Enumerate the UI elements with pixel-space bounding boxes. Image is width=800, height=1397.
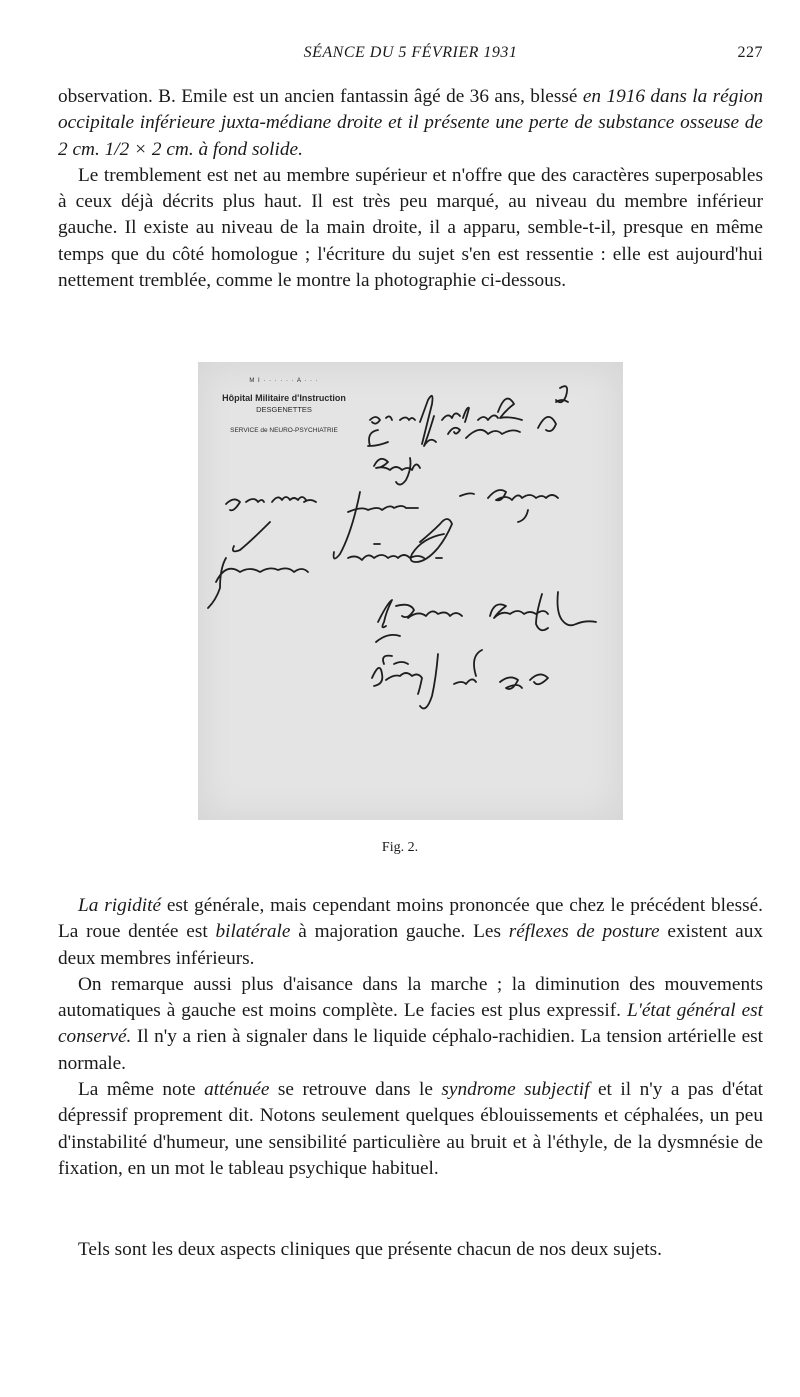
letterhead-hospital: Hôpital Militaire d'Instruction [222, 393, 346, 403]
running-head [58, 44, 763, 68]
rigidite-term: La rigidité [78, 895, 161, 916]
letterhead-hospital-name: DESGENETTES [256, 405, 312, 414]
marche-text: On remarque aussi plus d'aisance dans la marche ; la diminution des mouvements automatiques à gauche est moins complète. Le facies est plus expressif. [58, 973, 763, 1022]
syndrome-subjectif-term: syndrome subjectif [441, 1079, 590, 1101]
rigidite-text: est générale, mais cependant moins prononcée que chez le précédent blessé. La roue dentée est [58, 895, 763, 943]
letterhead-top: M I · · · · · · A · · · [249, 378, 319, 384]
paragraph-tremblement: Le tremblement est net au membre supérieur et n'offre que des caractères superposables à ceux déjà décrits plus haut. Il est très peu marqué, au niveau du membre inférieur gauche. Il existe au niveau de la main droite, il a apparu, semble-t-il, presque en même temps que du côté homologue ; l'écriture du sujet s'en est ressentie : elle est aujourd'hui nettement tremblée, comme le montre la photographie ci-dessous. [58, 164, 763, 292]
handwriting-photograph [198, 362, 623, 820]
body-text-top [58, 84, 763, 294]
handwriting-scrawl [198, 362, 623, 820]
rigidite-text-2: à majoration gauche. Les [290, 921, 509, 943]
syndrome-text: La même note [78, 1079, 205, 1101]
etat-general-term: L'état général est conservé. [58, 1000, 764, 1048]
marche-text-2: Il n'y a rien à signaler dans le liquide céphalo-rachidien. La tension artérielle est normale. [58, 1026, 763, 1074]
syndrome-text-3: et il n'y a pas d'état dépressif proprement dit. Notons seulement quelques éblouissements et céphalées, un peu d'instabilité d'humeur, une sensibilité particulière au bruit et à l'éthyle, de la dysmnésie de fixation, en un mot le tableau psychique habituel. [58, 1079, 764, 1179]
bilaterale-term: bilatérale [215, 921, 291, 943]
observation-italic: en 1916 dans la région occipitale inférieure juxta-médiane droite et il présente une perte de substance osseuse de 2 cm. 1/2 × 2 cm. à fond solide. [58, 86, 764, 160]
paragraph-observation [58, 84, 763, 163]
observation-text: observation. B. Emile est un ancien fantassin âgé de 36 ans, blessé [58, 86, 583, 107]
attenuee-term: atténuée [204, 1079, 270, 1101]
page-number: 227 [737, 44, 763, 61]
letterhead-service: SERVICE de NEURO-PSYCHIATRIE [230, 427, 338, 434]
reflexes-term: réflexes de posture [508, 921, 660, 943]
body-text-end [58, 1237, 763, 1263]
rigidite-text-3: existent aux deux membres inférieurs. [58, 921, 763, 969]
paragraph-marche [58, 972, 763, 1077]
figure-caption: Fig. 2. [381, 840, 419, 855]
paragraph-conclusion: Tels sont les deux aspects cliniques que présente chacun de nos deux sujets. [78, 1239, 662, 1260]
paragraph-rigidite [58, 893, 763, 972]
paragraph-syndrome [58, 1077, 763, 1182]
body-text-bottom [58, 893, 763, 1182]
syndrome-text-2: se retrouve dans le [269, 1079, 442, 1101]
running-title: SÉANCE DU 5 FÉVRIER 1931 [303, 44, 518, 61]
